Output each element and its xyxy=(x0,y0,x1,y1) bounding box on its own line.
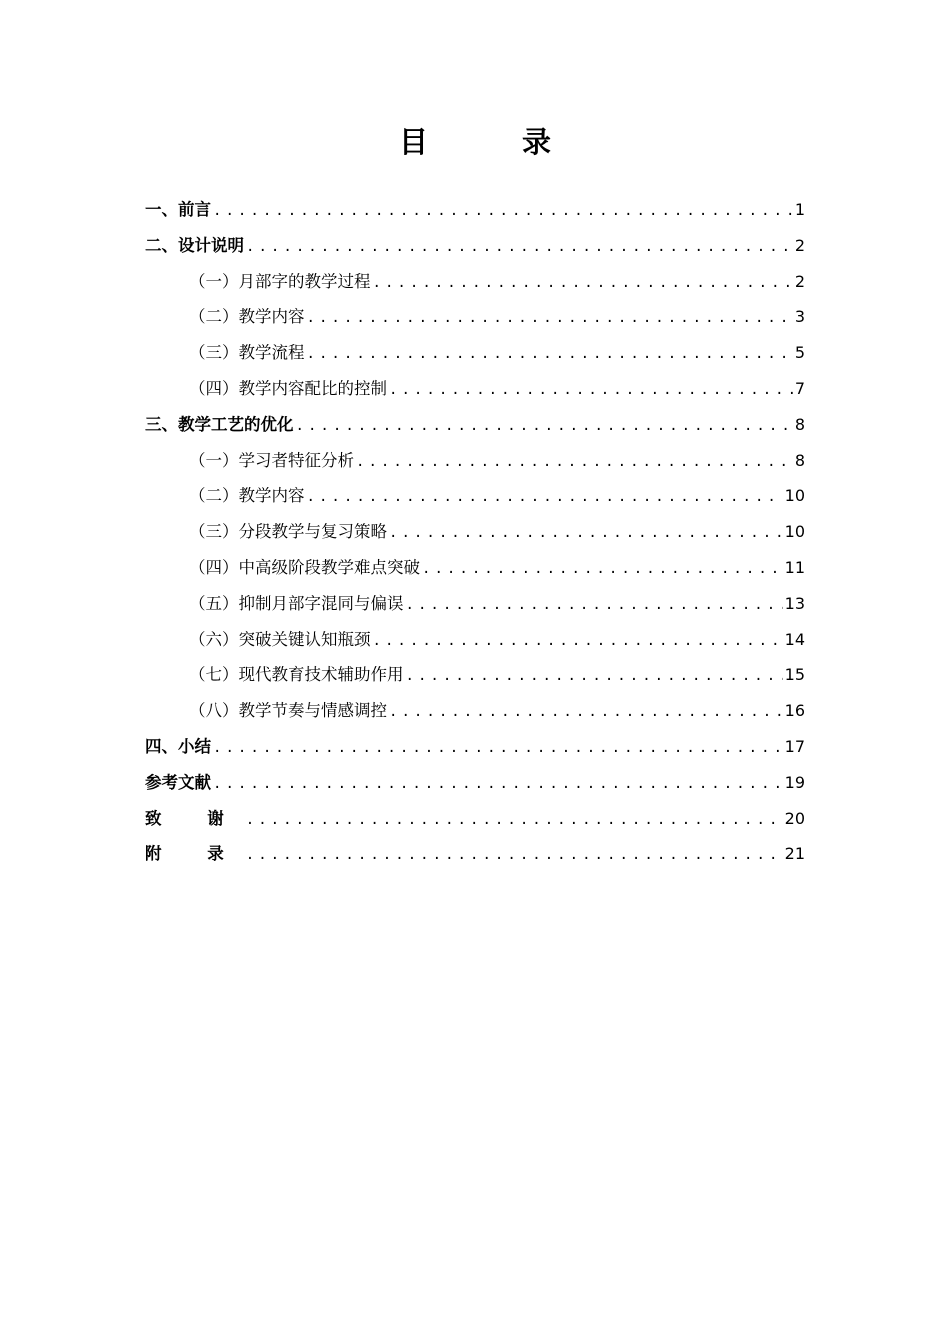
dot-leader xyxy=(356,445,793,481)
toc-entry-title: （三）分段教学与复习策略 xyxy=(189,522,387,542)
toc-entry-title: 二、设计说明 xyxy=(145,235,244,255)
toc-entry-title: （八）教学节奏与情感调控 xyxy=(189,701,387,721)
toc-entry-title: 附 录 xyxy=(145,844,244,864)
toc-entry-title: （四）中高级阶段教学难点突破 xyxy=(189,557,420,577)
toc-entry[interactable] xyxy=(145,264,805,300)
dot-leader xyxy=(373,266,793,302)
toc-page-number: 7 xyxy=(794,378,805,398)
dot-leader xyxy=(307,301,793,337)
toc-page-number: 5 xyxy=(794,343,805,363)
dot-leader xyxy=(406,659,783,695)
toc-page-number: 8 xyxy=(794,450,805,470)
dot-leader xyxy=(213,767,783,803)
toc-entry[interactable] xyxy=(145,335,805,371)
dot-leader xyxy=(389,516,783,552)
toc-entry[interactable] xyxy=(145,514,805,550)
toc-entry-title: （四）教学内容配比的控制 xyxy=(189,378,387,398)
toc-entry-title: （五）抑制月部字混同与偏误 xyxy=(189,593,404,613)
toc-page-number: 15 xyxy=(784,665,805,685)
toc-entry-title: （三）教学流程 xyxy=(189,343,305,363)
toc-entry-title: （一）学习者特征分析 xyxy=(189,450,354,470)
toc-entry[interactable] xyxy=(145,729,805,765)
toc-entry-title: 参考文献 xyxy=(145,772,211,792)
toc-page-number: 17 xyxy=(784,736,805,756)
toc-entry-title: 一、前言 xyxy=(145,200,211,219)
page-title: 目 录 xyxy=(398,125,594,159)
toc-page-number: 2 xyxy=(794,271,805,291)
toc-page-number: 16 xyxy=(784,701,805,721)
toc-entry[interactable] xyxy=(145,693,805,729)
dot-leader xyxy=(307,480,783,516)
toc-entry[interactable] xyxy=(145,657,805,693)
dot-leader xyxy=(213,194,793,230)
dot-leader xyxy=(373,624,783,660)
toc-entry[interactable] xyxy=(145,801,805,837)
toc-entry[interactable] xyxy=(145,622,805,658)
toc-entry-title: 致 谢 xyxy=(145,808,244,828)
toc-entry[interactable] xyxy=(145,586,805,622)
toc-page-number: 2 xyxy=(794,235,805,255)
toc-entry-title: （一）月部字的教学过程 xyxy=(189,271,371,291)
toc-entry[interactable] xyxy=(145,550,805,586)
toc-page-number: 3 xyxy=(794,307,805,327)
toc-entry[interactable] xyxy=(145,299,805,335)
dot-leader xyxy=(246,230,793,266)
toc-entry-title: （二）教学内容 xyxy=(189,307,305,327)
toc-page-number: 11 xyxy=(784,557,805,577)
toc-page-number: 1 xyxy=(794,200,805,219)
toc-page-number: 8 xyxy=(794,414,805,434)
toc-entry-title: （七）现代教育技术辅助作用 xyxy=(189,665,404,685)
toc-entry[interactable] xyxy=(145,192,805,228)
dot-leader xyxy=(246,838,783,874)
toc-entry[interactable] xyxy=(145,407,805,443)
toc-page-number: 10 xyxy=(784,486,805,506)
toc-entry[interactable] xyxy=(145,228,805,264)
toc-page-number: 13 xyxy=(784,593,805,613)
toc-entry[interactable] xyxy=(145,765,805,801)
dot-leader xyxy=(296,409,793,445)
toc-entry-title: 三、教学工艺的优化 xyxy=(145,414,294,434)
dot-leader xyxy=(389,373,793,409)
dot-leader xyxy=(389,695,783,731)
toc-page-number: 19 xyxy=(784,772,805,792)
toc-entry[interactable] xyxy=(145,443,805,479)
dot-leader xyxy=(307,337,793,373)
table-of-contents xyxy=(145,192,805,872)
toc-page-number: 21 xyxy=(784,844,805,864)
toc-entry[interactable] xyxy=(145,836,805,872)
toc-entry-title: 四、小结 xyxy=(145,736,211,756)
dot-leader xyxy=(422,552,783,588)
toc-entry-title: （二）教学内容 xyxy=(189,486,305,506)
dot-leader xyxy=(246,803,783,839)
toc-entry[interactable] xyxy=(145,478,805,514)
toc-page-number: 14 xyxy=(784,629,805,649)
toc-page-number: 20 xyxy=(784,808,805,828)
dot-leader xyxy=(406,588,783,624)
dot-leader xyxy=(213,731,783,767)
toc-entry[interactable] xyxy=(145,371,805,407)
toc-page-number: 10 xyxy=(784,522,805,542)
toc-entry-title: （六）突破关键认知瓶颈 xyxy=(189,629,371,649)
